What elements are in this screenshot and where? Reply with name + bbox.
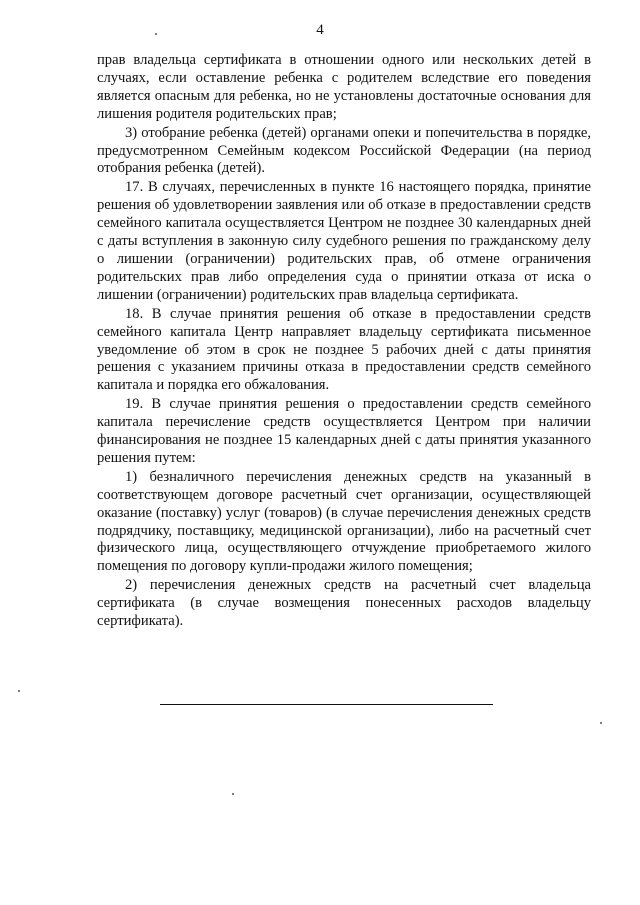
paragraph-19-item-2: 2) перечисления денежных средств на расчетный счет владельца сертификата (в случае возмещения понесенных расходов владельцу сертификата). — [97, 577, 591, 630]
paragraph-item-3: 3) отобрание ребенка (детей) органами опеки и попечительства в порядке, предусмотренном Семейным кодексом Российской Федерации (на период отобрания ребенка (детей). — [97, 124, 591, 177]
scan-speck — [600, 722, 602, 724]
paragraph-19-item-1: 1) безналичного перечисления денежных средств на указанный в соответствующем договоре расчетный счет организации, осуществляющей оказание (поставку) услуг (товаров) (в случае перечисления денежных средств подрядчику, поставщику, медицинской организации), либо на расчетный счет физического лица, осуществляющего отчуждение приобретаемого жилого помещения по договору купли-продажи жилого помещения; — [97, 468, 591, 575]
page-number: 4 — [316, 22, 324, 38]
scan-speck — [18, 690, 20, 692]
paragraph-17: 17. В случаях, перечисленных в пункте 16 настоящего порядка, принятие решения об удовлетворении заявления или об отказе в предоставлении средств семейного капитала осуществляется Центром не позднее 30 календарных дней с даты вступления в законную силу судебного решения по гражданскому делу о лишении (ограничении) родительских прав, об отмене ограничения родительских прав либо определения суда о принятии отказа от иска о лишении (ограничении) родительских прав владельца сертификата. — [97, 179, 591, 303]
end-rule-line — [160, 704, 493, 705]
paragraph-19: 19. В случае принятия решения о предоставлении средств семейного капитала перечисление средств осуществляется Центром при наличии финансирования не позднее 15 календарных дней с даты принятия указанного решения путем: — [97, 396, 591, 466]
paragraph-continuation: прав владельца сертификата в отношении одного или нескольких детей в случаях, если оставление ребенка с родителем вследствие его поведения является опасным для ребенка, но не установлены достаточные основания для лишения родителя родительских прав; — [97, 52, 591, 122]
scan-speck — [155, 33, 157, 35]
paragraph-18: 18. В случае принятия решения об отказе в предоставлении средств семейного капитала Центр направляет владельцу сертификата письменное уведомление об этом в срок не позднее 5 рабочих дней с даты принятия решения с указанием причины отказа в предоставлении средств семейного капитала и порядка его обжалования. — [97, 305, 591, 394]
scan-speck — [232, 793, 234, 795]
document-body — [97, 52, 591, 632]
